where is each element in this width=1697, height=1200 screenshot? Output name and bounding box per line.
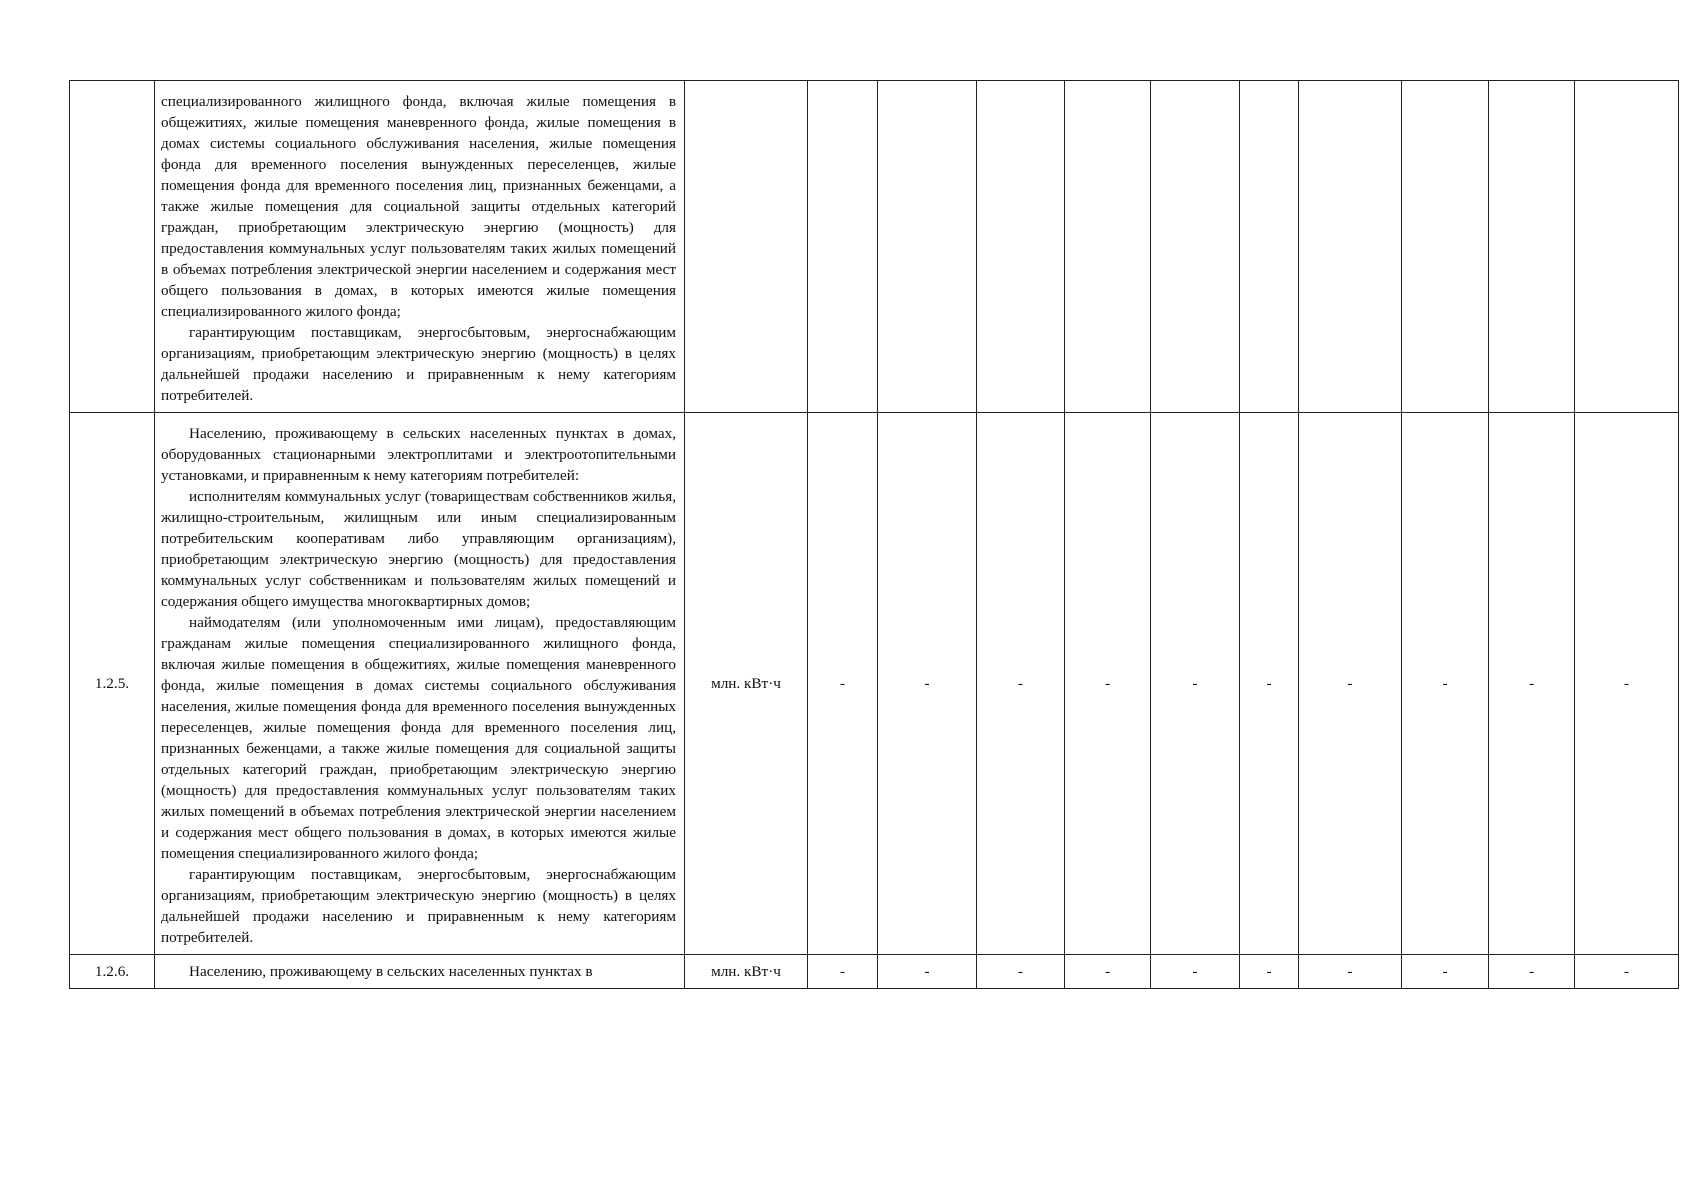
value-cell	[977, 81, 1065, 413]
row-description	[155, 413, 685, 955]
value-cell: -	[1299, 413, 1402, 955]
value-cell	[808, 81, 878, 413]
row-description	[155, 955, 685, 989]
value-cell: -	[977, 413, 1065, 955]
value-cell: -	[1575, 413, 1679, 955]
row-number: 1.2.5.	[70, 413, 155, 955]
value-cell: -	[1065, 955, 1151, 989]
value-cell: -	[1240, 955, 1299, 989]
value-cell: -	[1402, 413, 1489, 955]
value-cell	[1402, 81, 1489, 413]
value-cell	[1489, 81, 1575, 413]
description-paragraph: наймодателям (или уполномоченным ими лицам), предоставляющим гражданам жилые помещения специализированного жилищного фонда, включая жилые помещения в общежитиях, жилые помещения маневренного фонда, жилые помещения в домах системы социального обслуживания населения, жилые помещения фонда для временного поселения вынужденных переселенцев, жилые помещения фонда для временного поселения лиц, признанных беженцами, а также жилые помещения для социальной защиты отдельных категорий граждан, приобретающим электрическую энергию (мощность) для предоставления коммунальных услуг пользователям таких жилых помещений в объемах потребления электрической энергии населением и содержания мест общего пользования в домах, в которых имеются жилые помещения специализированного жилого фонда;	[161, 614, 676, 862]
value-cell: -	[1065, 413, 1151, 955]
row-description	[155, 81, 685, 413]
description-paragraph: Населению, проживающему в сельских населенных пунктах в домах, оборудованных стационарными электроплитами и электроотопительными установками, и приравненным к нему категориям потребителей:	[161, 425, 676, 484]
value-cell	[1065, 81, 1151, 413]
value-cell: -	[1151, 955, 1240, 989]
description-paragraph: специализированного жилищного фонда, включая жилые помещения в общежитиях, жилые помещения маневренного фонда, жилые помещения в домах системы социального обслуживания населения, жилые помещения фонда для временного поселения вынужденных переселенцев, жилые помещения фонда для временного поселения лиц, признанных беженцами, а также жилые помещения для социальной защиты отдельных категорий граждан, приобретающим электрическую энергию (мощность) для предоставления коммунальных услуг пользователям таких жилых помещений в объемах потребления электрической энергии населением и содержания мест общего пользования в домах, в которых имеются жилые помещения специализированного жилого фонда;	[161, 93, 676, 320]
description-paragraph: гарантирующим поставщикам, энергосбытовым, энергоснабжающим организациям, приобретающим электрическую энергию (мощность) в целях дальнейшей продажи населению и приравненным к нему категориям потребителей.	[161, 866, 676, 946]
unit-cell: млн. кВт·ч	[685, 955, 808, 989]
description-paragraph: гарантирующим поставщикам, энергосбытовым, энергоснабжающим организациям, приобретающим электрическую энергию (мощность) в целях дальнейшей продажи населению и приравненным к нему категориям потребителей.	[161, 324, 676, 404]
value-cell: -	[1299, 955, 1402, 989]
value-cell: -	[1402, 955, 1489, 989]
value-cell	[1240, 81, 1299, 413]
value-cell: -	[808, 413, 878, 955]
value-cell: -	[1489, 955, 1575, 989]
table-row	[70, 955, 1679, 989]
value-cell: -	[1575, 955, 1679, 989]
value-cell	[878, 81, 977, 413]
table-row	[70, 413, 1679, 955]
value-cell	[1299, 81, 1402, 413]
value-cell: -	[977, 955, 1065, 989]
description-paragraph: исполнителям коммунальных услуг (товариществам собственников жилья, жилищно-строительным, жилищным или иным специализированным потребительским кооперативам либо управляющим организациям), приобретающим электрическую энергию (мощность) для предоставления коммунальных услуг собственникам и пользователям жилых помещений и содержания общего имущества многоквартирных домов;	[161, 488, 676, 610]
value-cell	[1151, 81, 1240, 413]
value-cell: -	[1151, 413, 1240, 955]
row-number: 1.2.6.	[70, 955, 155, 989]
unit-cell: млн. кВт·ч	[685, 413, 808, 955]
value-cell: -	[1240, 413, 1299, 955]
value-cell	[1575, 81, 1679, 413]
unit-cell	[685, 81, 808, 413]
value-cell: -	[808, 955, 878, 989]
description-paragraph: Населению, проживающему в сельских населенных пунктах в	[189, 963, 593, 980]
table-row	[70, 81, 1679, 413]
row-number	[70, 81, 155, 413]
tariff-table	[69, 80, 1679, 989]
value-cell: -	[1489, 413, 1575, 955]
table-body	[70, 81, 1679, 989]
value-cell: -	[878, 955, 977, 989]
value-cell: -	[878, 413, 977, 955]
